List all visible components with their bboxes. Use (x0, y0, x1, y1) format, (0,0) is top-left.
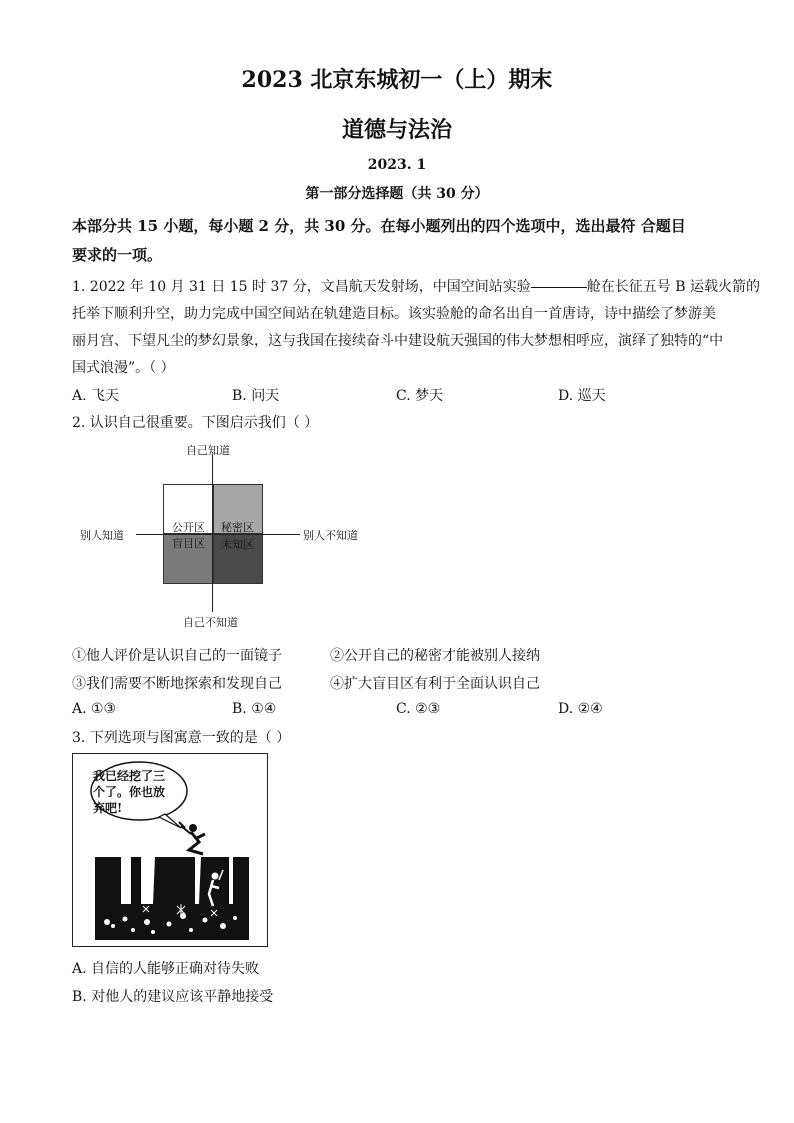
q2-option-d: D. ②④ (558, 701, 603, 717)
label-secret-area: 秘密区 (221, 521, 254, 534)
instructions-line-2: 要求的一项。 (72, 246, 163, 264)
subject-title: 道德与法治 (341, 117, 452, 143)
label-unknown-area: 未知区 (221, 538, 254, 551)
johari-window-diagram (60, 438, 390, 638)
comic-image (72, 753, 268, 947)
q3-option-b: B. 对他人的建议应该平静地接受 (72, 989, 274, 1005)
q1-line-1 (72, 276, 760, 296)
label-self-knows: 自己知道 (186, 444, 230, 457)
document-title: 2023 北京东城初一（上）期末 (241, 67, 553, 93)
q1-option-d: D. 巡天 (558, 388, 606, 404)
label-blind-area: 盲目区 (172, 537, 205, 550)
speech-line-2: 个了。你也放 (93, 785, 166, 799)
speech-line-3: 弃吧! (93, 801, 123, 815)
label-open-area: 公开区 (172, 521, 205, 534)
speech-bubble-text (93, 768, 165, 816)
q2-statement-1: ①他人评价是认识自己的一面镜子 (72, 648, 282, 664)
q1-option-b: B. 问天 (232, 388, 280, 404)
horizontal-axis (136, 534, 300, 535)
q3-option-a: A. 自信的人能够正确对待失败 (72, 961, 260, 977)
q2-statement-4: ④扩大盲目区有利于全面认识自己 (330, 676, 540, 692)
q2-statement-3: ③我们需要不断地探索和发现自己 (72, 676, 282, 692)
q2-option-b: B. ①④ (232, 701, 277, 717)
q2-stem: 2. 认识自己很重要。下图启示我们（ ） (72, 415, 319, 431)
q1-line-1-after: 舱在长征五号 B 运载火箭的 (586, 279, 760, 295)
answer-blank (531, 286, 587, 288)
label-self-not-know: 自己不知道 (183, 616, 238, 629)
q1-line-1-before: 1. 2022 年 10 月 31 日 15 时 37 分，文昌航天发射场，中国空间站实验 (72, 279, 531, 295)
speech-line-1: 我已经挖了三 (93, 769, 166, 783)
q1-option-c: C. 梦天 (396, 388, 444, 404)
part-title: 第一部分选择题（共 30 分） (305, 186, 489, 202)
q1-line-3: 丽月宫、下望凡尘的梦幻景象，这与我国在接续奋斗中建设航天强国的伟大梦想相呼应，演绎了独特的“中 (72, 333, 724, 349)
q1-line-2: 托举下顺利升空，助力完成中国空间站在轨建造目标。该实验舱的命名出自一首唐诗，诗中描绘了梦游美 (72, 306, 716, 322)
exam-date: 2023. 1 (367, 157, 427, 173)
q2-option-c: C. ②③ (396, 701, 441, 717)
q2-option-a: A. ①③ (72, 701, 117, 717)
label-others-not-know: 别人不知道 (303, 529, 358, 542)
q1-line-4: 国式浪漫”。（ ） (72, 360, 175, 376)
q1-option-a: A. 飞天 (72, 388, 120, 404)
q2-statement-2: ②公开自己的秘密才能被别人接纳 (330, 648, 540, 664)
label-others-know: 别人知道 (80, 529, 124, 542)
vertical-axis (212, 454, 213, 612)
q3-stem: 3. 下列选项与图寓意一致的是（ ） (72, 730, 291, 746)
instructions-line-1: 本部分共 15 小题，每小题 2 分，共 30 分。在每小题列出的四个选项中，选出最符 合题目 (72, 217, 686, 235)
